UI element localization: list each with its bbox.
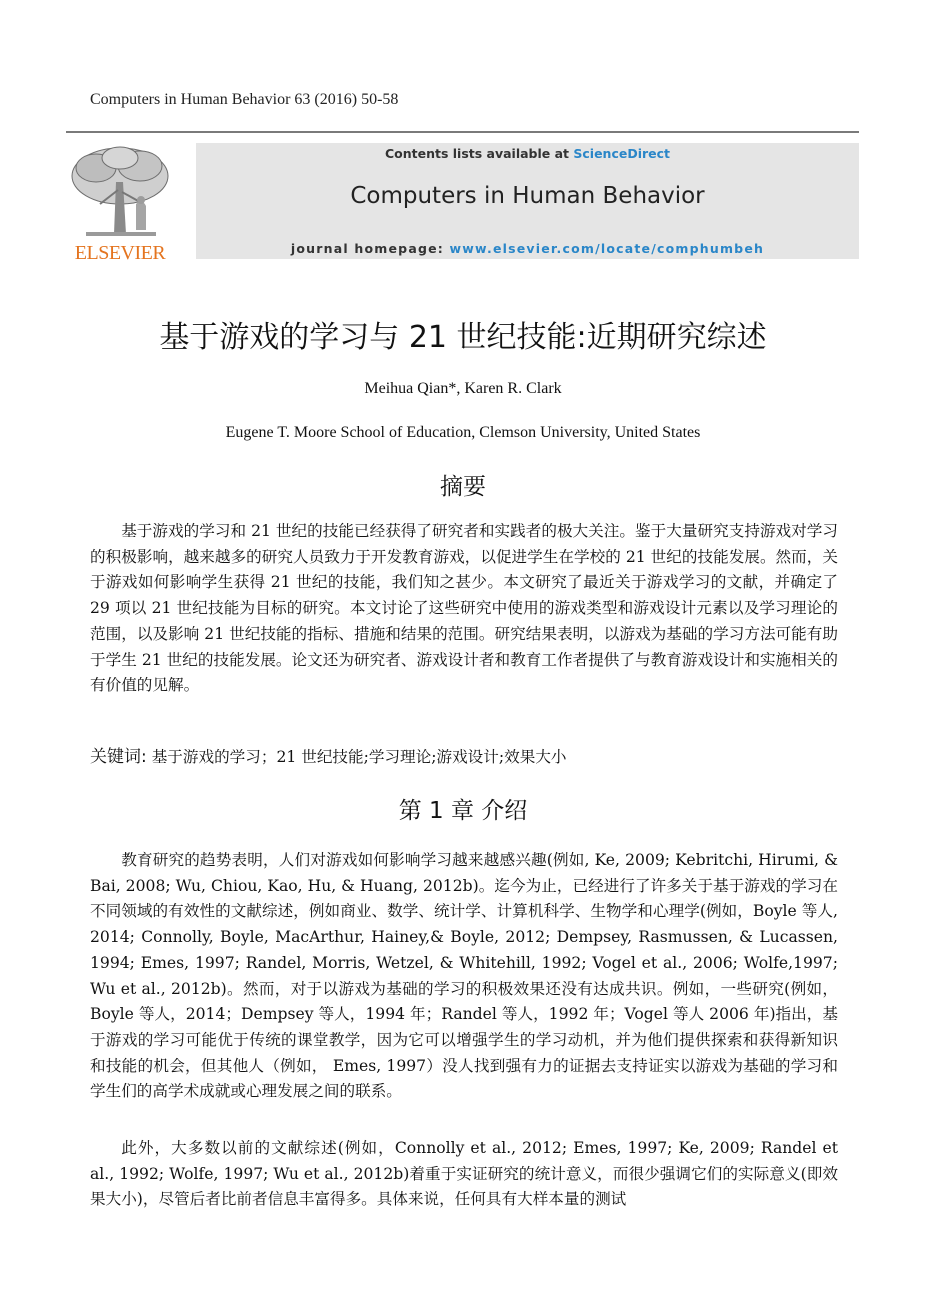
chapter-heading: 第 1 章 介绍 bbox=[398, 798, 528, 824]
header-divider bbox=[66, 131, 859, 133]
contents-availability bbox=[196, 146, 859, 161]
keywords bbox=[90, 742, 567, 767]
intro-paragraph-1: 教育研究的趋势表明，人们对游戏如何影响学习越来越感兴趣(例如, Ke, 2009; Kebritchi, Hirumi, & Bai, 2008; Wu, Chiou, Kao, Hu, & Huang, 2012b)。迄今为止，已经进行了许多关于基于游戏的学习在不同领域的有效性的文献综述，例如商业、数学、统计学、计算机科学、生物学和心理学(例如，Boyle 等人, 2014; Connolly, Boyle, MacArthur, Hainey,& Boyle, 2012; Dempsey, Rasmussen, & Lucassen, 1994; Emes, 1997; Randel, Morris, Wetzel, & Whitehill, 1992; Vogel et al., 2006; Wolfe,1997; Wu et al., 2012b)。然而，对于以游戏为基础的学习的积极效果还没有达成共识。例如，一些研究(例如，Boyle 等人，2014；Dempsey 等人，1994 年；Randel 等人，1992 年；Vogel 等人 2006 年)指出，基于游戏的学习可能优于传统的课堂教学，因为它可以增强学生的学习动机，并为他们提供探索和获得新知识和技能的机会，但其他人（例如， Emes, 1997）没人找到强有力的证据去支持证实以游戏为基础的学习和学生们的高学术成就或心理发展之间的联系。 bbox=[90, 851, 838, 1101]
journal-title: Computers in Human Behavior bbox=[350, 183, 705, 209]
elsevier-wordmark: ELSEVIER bbox=[74, 242, 166, 264]
homepage-prefix: journal homepage: bbox=[290, 241, 450, 256]
article-title: 基于游戏的学习与 21 世纪技能:近期研究综述 bbox=[159, 320, 767, 355]
elsevier-logo bbox=[66, 142, 174, 264]
elsevier-tree-icon bbox=[66, 142, 174, 242]
keywords-text: 基于游戏的学习；21 世纪技能;学习理论;游戏设计;效果大小 bbox=[146, 748, 567, 766]
abstract-heading: 摘要 bbox=[440, 474, 486, 500]
abstract-text: 基于游戏的学习和 21 世纪的技能已经获得了研究者和实践者的极大关注。鉴于大量研究支持游戏对学习的积极影响，越来越多的研究人员致力于开发教育游戏，以促进学生在学校的 21 世纪的技能发展。然而，关于游戏如何影响学生获得 21 世纪的技能，我们知之甚少。本文研究了最近关于游戏学习的文献，并确定了 29 项以 21 世纪技能为目标的研究。本文讨论了这些研究中使用的游戏类型和游戏设计元素以及学习理论的范围，以及影响 21 世纪技能的指标、措施和结果的范围。研究结果表明，以游戏为基础的学习方法可能有助于学生 21 世纪的技能发展。论文还为研究者、游戏设计者和教育工作者提供了与教育游戏设计和实施相关的有价值的见解。 bbox=[90, 522, 838, 695]
keywords-label: 关键词: bbox=[90, 747, 147, 767]
journal-citation: Computers in Human Behavior 63 (2016) 50-58 bbox=[90, 91, 399, 108]
article-authors: Meihua Qian*, Karen R. Clark bbox=[364, 380, 562, 397]
journal-homepage bbox=[196, 241, 859, 256]
sciencedirect-link[interactable]: ScienceDirect bbox=[573, 146, 671, 161]
journal-banner bbox=[196, 143, 859, 259]
homepage-link[interactable]: www.elsevier.com/locate/comphumbeh bbox=[449, 241, 765, 256]
intro-paragraph-2: 此外，大多数以前的文献综述(例如，Connolly et al., 2012; Emes, 1997; Ke, 2009; Randel et al., 1992; Wolfe, 1997; Wu et al., 2012b)着重于实证研究的统计意义，而很少强调它们的实际意义(即效果大小)，尽管后者比前者信息丰富得多。具体来说，任何具有大样本量的测试 bbox=[90, 1139, 838, 1209]
author-affiliation: Eugene T. Moore School of Education, Clemson University, United States bbox=[225, 424, 701, 441]
contents-prefix: Contents lists available at bbox=[384, 146, 574, 161]
